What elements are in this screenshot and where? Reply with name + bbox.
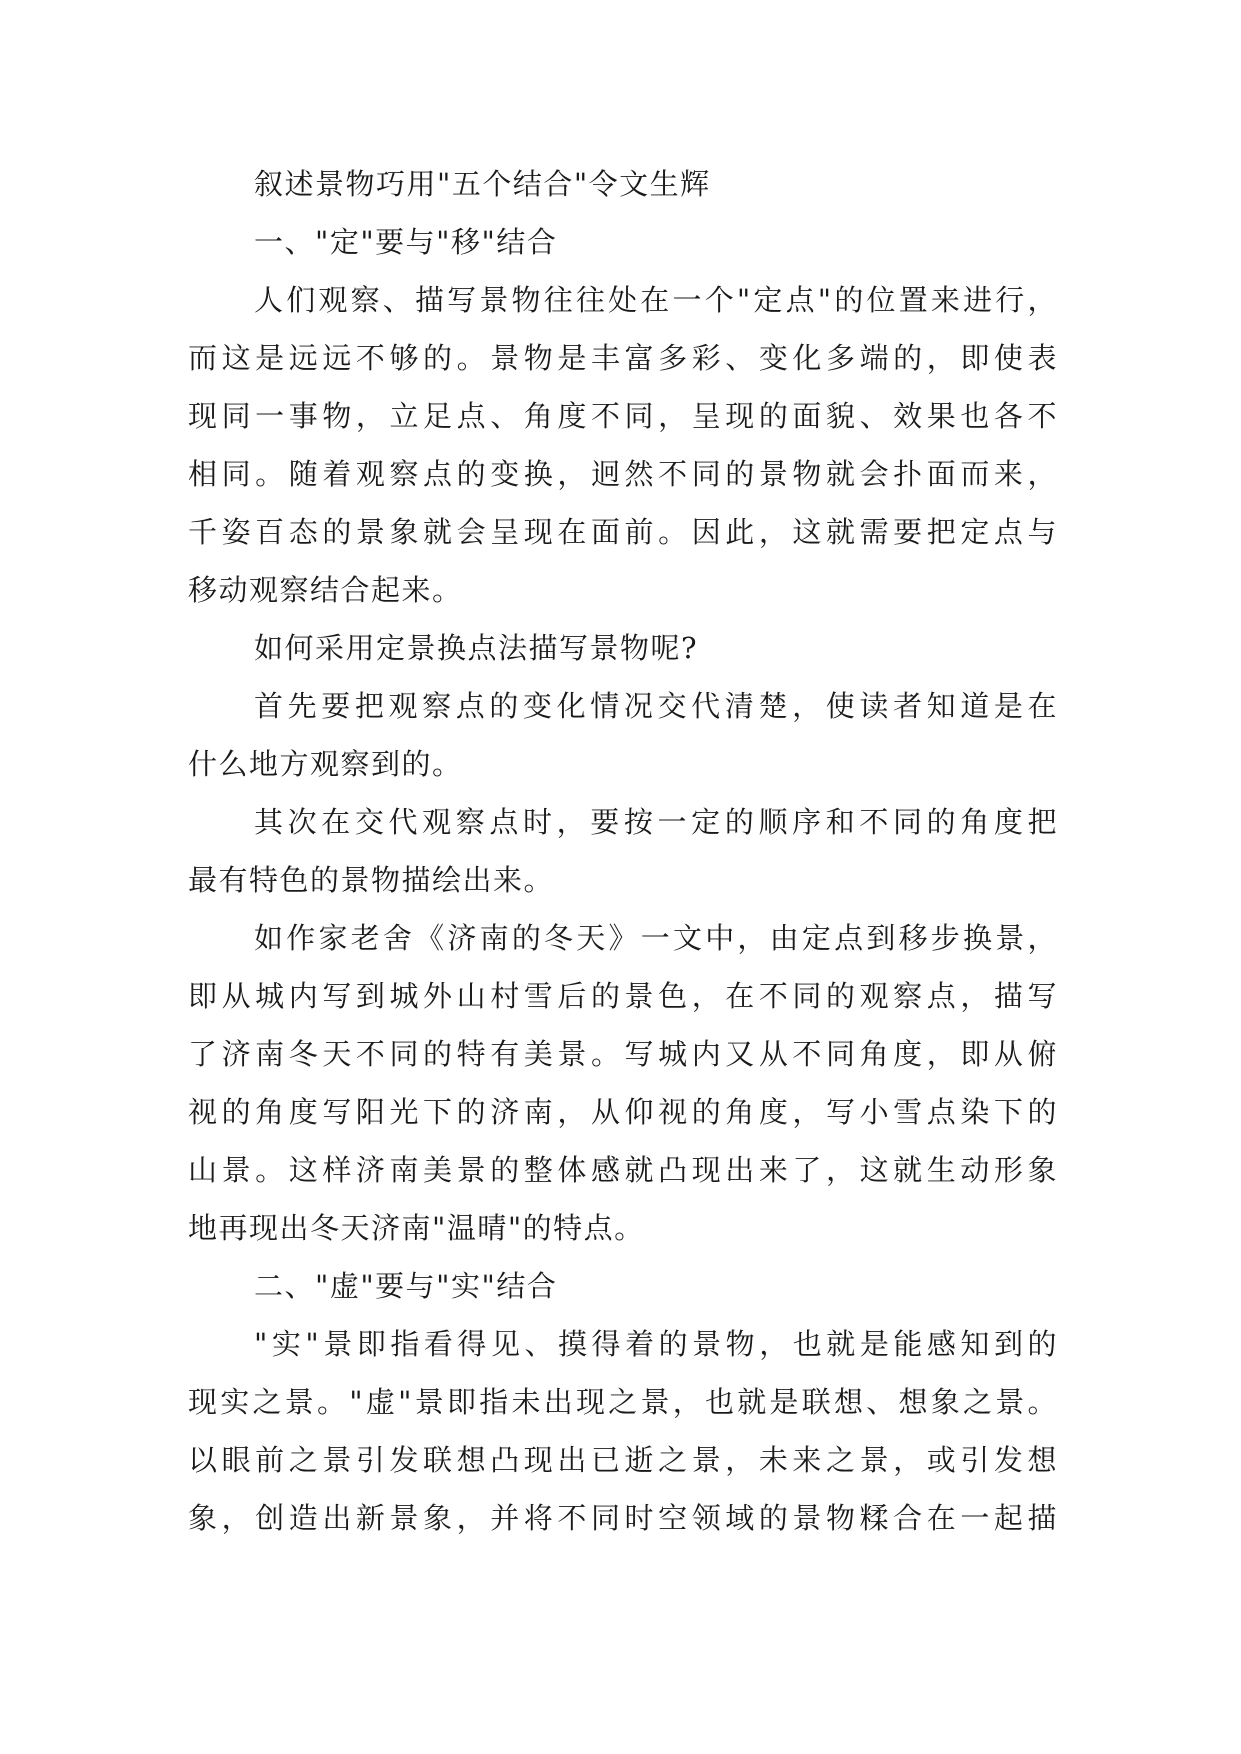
- paragraph-line: 以眼前之景引发联想凸现出已逝之景，未来之景，或引发想: [188, 1443, 1058, 1477]
- paragraph-line: 千姿百态的景象就会呈现在面前。因此，这就需要把定点与: [188, 515, 1058, 549]
- paragraph-line: 现实之景。"虚"景即指未出现之景，也就是联想、想象之景。: [188, 1385, 1058, 1419]
- paragraph-line: 最有特色的景物描绘出来。: [188, 863, 555, 897]
- paragraph-line: 相同。随着观察点的变换，迥然不同的景物就会扑面而来，: [188, 457, 1058, 491]
- section-heading-1: 一、"定"要与"移"结合: [254, 225, 558, 259]
- paragraph-line: 移动观察结合起来。: [188, 573, 463, 607]
- paragraph-line: "实"景即指看得见、摸得着的景物，也就是能感知到的: [254, 1327, 1058, 1361]
- paragraph-line: 如何采用定景换点法描写景物呢?: [254, 631, 699, 665]
- section-heading-2: 二、"虚"要与"实"结合: [254, 1269, 558, 1303]
- paragraph-line: 首先要把观察点的变化情况交代清楚，使读者知道是在: [254, 689, 1058, 723]
- paragraph-line: 现同一事物，立足点、角度不同，呈现的面貌、效果也各不: [188, 399, 1058, 433]
- document-body: [188, 155, 1058, 1547]
- paragraph-line: 即从城内写到城外山村雪后的景色，在不同的观察点，描写: [188, 979, 1058, 1013]
- paragraph-line: 其次在交代观察点时，要按一定的顺序和不同的角度把: [254, 805, 1058, 839]
- document-title: 叙述景物巧用"五个结合"令文生辉: [254, 167, 711, 201]
- paragraph-line: 视的角度写阳光下的济南，从仰视的角度，写小雪点染下的: [188, 1095, 1058, 1129]
- paragraph-line: 人们观察、描写景物往往处在一个"定点"的位置来进行，: [254, 283, 1058, 317]
- paragraph-line: 地再现出冬天济南"温晴"的特点。: [188, 1211, 645, 1245]
- paragraph-line: 山景。这样济南美景的整体感就凸现出来了，这就生动形象: [188, 1153, 1058, 1187]
- paragraph-line: 如作家老舍《济南的冬天》一文中，由定点到移步换景，: [254, 921, 1058, 955]
- paragraph-line: 什么地方观察到的。: [188, 747, 463, 781]
- paragraph-line: 而这是远远不够的。景物是丰富多彩、变化多端的，即使表: [188, 341, 1058, 375]
- paragraph-line: 了济南冬天不同的特有美景。写城内又从不同角度，即从俯: [188, 1037, 1058, 1071]
- paragraph-line: 象，创造出新景象，并将不同时空领域的景物糅合在一起描: [188, 1501, 1058, 1535]
